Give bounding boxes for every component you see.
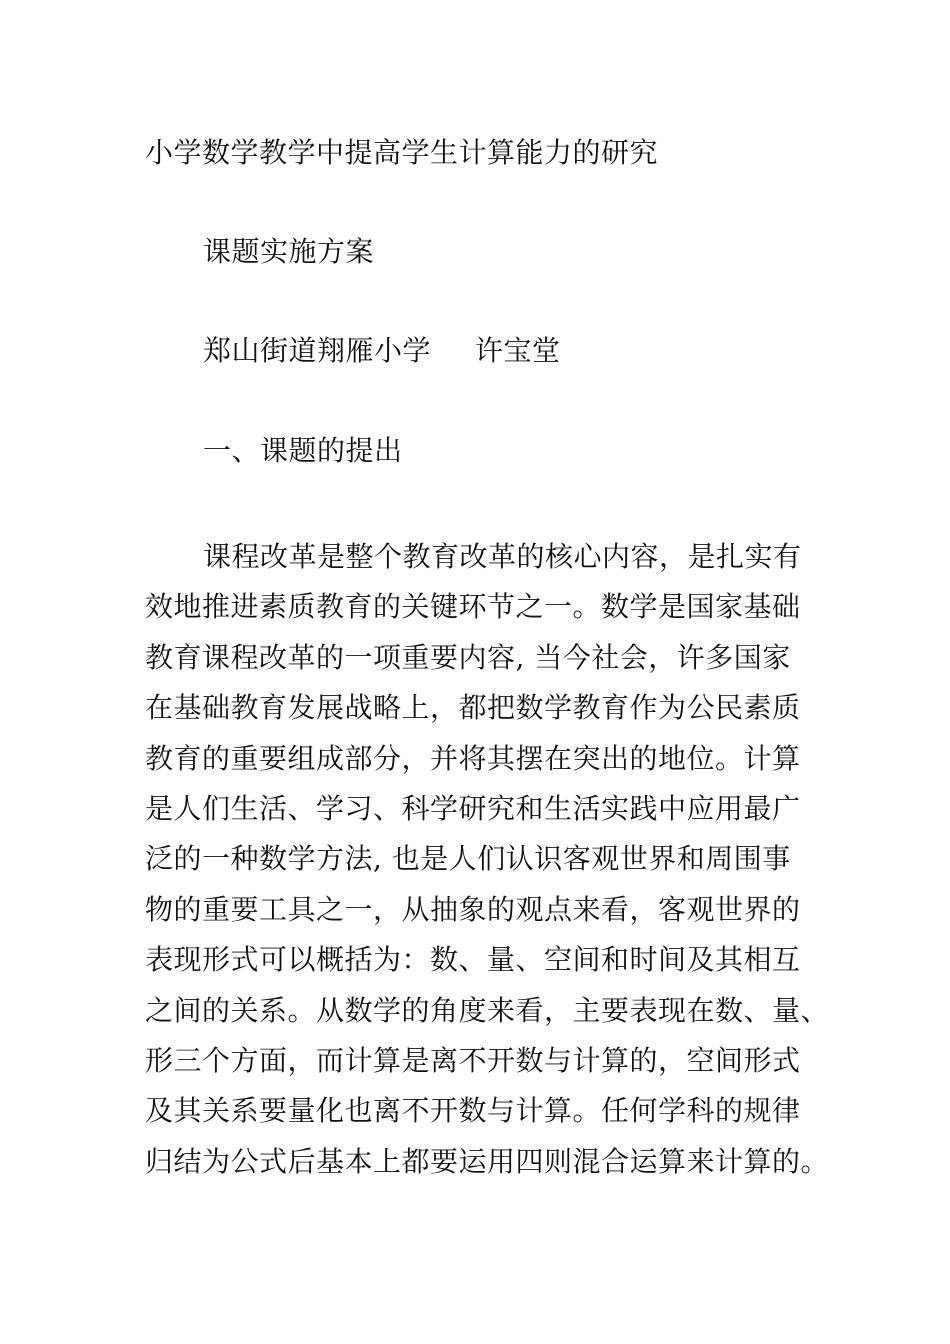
paragraph-line: 课程改革是整个教育改革的核心内容，是扎实有 bbox=[203, 540, 802, 573]
paragraph-line: 泛的一种数学方法, 也是人们认识客观世界和周围事 bbox=[145, 842, 791, 876]
body-paragraph bbox=[145, 532, 845, 1187]
document-subtitle: 课题实施方案 bbox=[203, 235, 375, 268]
author-name: 许宝堂 bbox=[475, 334, 561, 367]
author-school: 郑山街道翔雁小学 bbox=[203, 334, 432, 367]
paragraph-line: 在基础教育发展战略上，都把数学教育作为公民素质 bbox=[145, 691, 801, 725]
paragraph-line: 教育课程改革的一项重要内容, 当今社会，许多国家 bbox=[145, 640, 791, 674]
paragraph-line: 效地推进素质教育的关键环节之一。数学是国家基础 bbox=[145, 590, 801, 624]
paragraph-line: 之间的关系。从数学的角度来看，主要表现在数、量、 bbox=[145, 993, 830, 1027]
paragraph-line: 物的重要工具之一，从抽象的观点来看，客观世界的 bbox=[145, 892, 801, 926]
paragraph-line: 形三个方面，而计算是离不开数与计算的，空间形式 bbox=[145, 1044, 801, 1078]
paragraph-line: 及其关系要量化也离不开数与计算。任何学科的规律 bbox=[145, 1094, 801, 1128]
document-title: 小学数学教学中提高学生计算能力的研究 bbox=[145, 136, 659, 169]
paragraph-line: 表现形式可以概括为：数、量、空间和时间及其相互 bbox=[145, 943, 801, 977]
author-line bbox=[203, 334, 561, 368]
paragraph-line: 教育的重要组成部分，并将其摆在突出的地位。计算 bbox=[145, 741, 801, 775]
paragraph-line: 归结为公式后基本上都要运用四则混合运算来计算的。 bbox=[145, 1144, 830, 1178]
section-heading: 一、课题的提出 bbox=[203, 434, 403, 467]
paragraph-line: 是人们生活、学习、科学研究和生活实践中应用最广 bbox=[145, 792, 801, 826]
